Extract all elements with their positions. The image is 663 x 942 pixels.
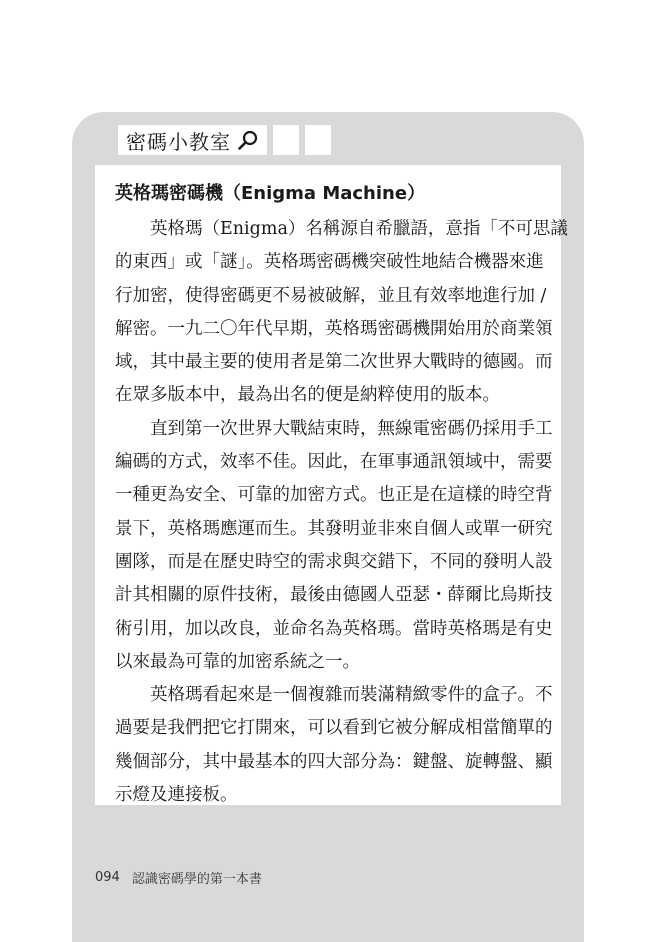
paragraph-line: 域，其中最主要的使用者是第二次世界大戰時的德國。而: [115, 352, 553, 373]
paragraph-line: 的東西」或「謎」。英格瑪密碼機突破性地結合機器來進: [115, 252, 544, 273]
paragraph-line: 在眾多版本中，最為出名的便是納粹使用的版本。: [115, 385, 500, 406]
article-heading: 英格瑪密碼機（Enigma Machine）: [115, 183, 426, 204]
paragraph-line: 英格瑪看起來是一個複雜而裝滿精緻零件的盒子。不: [150, 685, 553, 706]
page-footer: [95, 868, 262, 887]
section-tab: [118, 125, 267, 155]
paragraph: [115, 679, 553, 812]
paragraph-line: 編碼的方式，效率不佳。因此，在軍事通訊領域中，需要: [115, 452, 553, 473]
book-title: 認識密碼學的第一本書: [131, 872, 262, 887]
paragraph-line: 計其相關的原件技術，最後由德國人亞瑟・薛爾比烏斯技: [115, 585, 553, 606]
paragraph-line: 一種更為安全、可靠的加密方式。也正是在這樣的時空背: [115, 485, 553, 506]
paragraph-line: 術引用，加以改良，並命名為英格瑪。當時英格瑪是有史: [115, 618, 553, 639]
section-tab-title: 密碼小教室: [126, 129, 231, 154]
paragraph-line: 行加密，使得密碼更不易被破解，並且有效率地進行加 /: [115, 285, 547, 306]
paragraph-line: 過要是我們把它打開來，可以看到它被分解成相當簡單的: [115, 718, 553, 739]
paragraph-line: 團隊，而是在歷史時空的需求與交錯下，不同的發明人設: [115, 551, 553, 572]
tab-decor-box-1: [273, 125, 299, 155]
article-card: [95, 165, 568, 806]
paragraph-line: 英格瑪（Enigma）名稱源自希臘語，意指「不可思議: [150, 219, 568, 239]
paragraph-line: 幾個部分，其中最基本的四大部分為：鍵盤、旋轉盤、顯: [115, 751, 553, 772]
paragraph-line: 以來最為可靠的加密系統之一。: [115, 651, 360, 672]
paragraph: [115, 413, 553, 679]
section-tab-strip: [118, 125, 331, 155]
paragraph-line: 景下，英格瑪應運而生。其發明並非來自個人或單一研究: [115, 518, 553, 539]
page-number: 094: [95, 870, 120, 885]
paragraph-line: 直到第一次世界大戰結束時，無線電密碼仍採用手工: [150, 418, 553, 439]
tab-decor-box-2: [305, 125, 331, 155]
article-body: [115, 213, 568, 812]
paragraph: [115, 213, 568, 413]
paragraph-line: 示燈及連接板。: [115, 785, 238, 806]
paragraph-line: 解密。一九二〇年代早期，英格瑪密碼機開始用於商業領: [115, 318, 553, 339]
magnifier-icon: [237, 129, 259, 151]
